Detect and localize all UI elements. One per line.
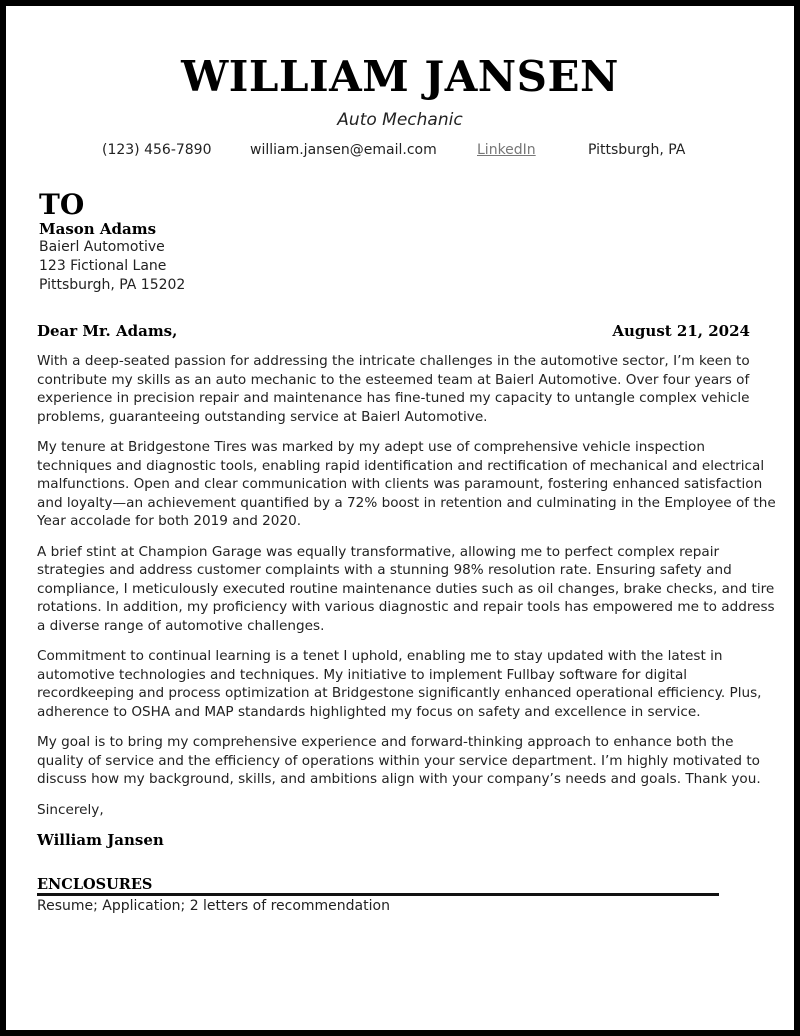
recipient-name: Mason Adams	[39, 220, 157, 238]
closing: Sincerely,	[37, 801, 104, 818]
body-paragraph: With a deep-seated passion for addressing the intricate challenges in the automotive sector, I’m keen to contribute my skills as an auto mechanic to the esteemed team at Baierl Automotive. Over four years of experience in precision repair and maintenance has fine-tuned my capacity to untangle complex vehicle problems, guaranteeing outstanding service at Baierl Automotive.	[37, 353, 750, 425]
phone-number: (123) 456-7890	[102, 142, 212, 158]
recipient-company: Baierl Automotive	[39, 239, 165, 255]
cover-letter-page	[6, 6, 794, 1030]
applicant-name: WILLIAM JANSEN	[181, 52, 619, 101]
applicant-title: Auto Mechanic	[337, 110, 463, 130]
email-address: william.jansen@email.com	[250, 142, 437, 158]
enclosures-heading: ENCLOSURES	[37, 876, 153, 893]
body-paragraph: My goal is to bring my comprehensive experience and forward-thinking approach to enhance both the quality of service and the efficiency of operations within your service department. I’m highly motivated to discuss how my background, skills, and ambitions align with your company’s needs and goals. Thank you.	[37, 734, 761, 787]
body-paragraph: A brief stint at Champion Garage was equally transformative, allowing me to perfect complex repair strategies and address customer complaints with a stunning 98% resolution rate. Ensuring safety and compliance, I meticulously executed routine maintenance duties such as oil changes, brake checks, and tire rotations. In addition, my proficiency with various diagnostic and repair tools has empowered me to address a diverse range of automotive challenges.	[37, 543, 775, 634]
enclosures-divider	[37, 893, 719, 896]
body-paragraph: Commitment to continual learning is a tenet I uphold, enabling me to stay updated with the latest in automotive technologies and techniques. My initiative to implement Fullbay software for digital recordkeeping and process optimization at Bridgestone significantly enhanced operational efficiency. Plus, adherence to OSHA and MAP standards highlighted my focus on safety and excellence in service.	[37, 648, 762, 720]
recipient-street: 123 Fictional Lane	[39, 258, 167, 274]
letter-date: August 21, 2024	[612, 322, 750, 340]
letter-body	[37, 352, 779, 850]
linkedin-link[interactable]: LinkedIn	[477, 142, 536, 158]
enclosures-list: Resume; Application; 2 letters of recommendation	[37, 898, 390, 914]
to-heading: TO	[39, 188, 85, 221]
recipient-city: Pittsburgh, PA 15202	[39, 277, 186, 293]
body-paragraph: My tenure at Bridgestone Tires was marked by my adept use of comprehensive vehicle inspection techniques and diagnostic tools, enabling rapid identification and rectification of mechanical and electrical malfunctions. Open and clear communication with clients was paramount, fostering enhanced satisfaction and loyalty—an achievement quantified by a 72% boost in retention and culminating in the Employee of the Year accolade for both 2019 and 2020.	[37, 439, 776, 529]
location: Pittsburgh, PA	[588, 142, 686, 158]
signature: William Jansen	[37, 831, 164, 849]
salutation: Dear Mr. Adams,	[37, 322, 178, 340]
